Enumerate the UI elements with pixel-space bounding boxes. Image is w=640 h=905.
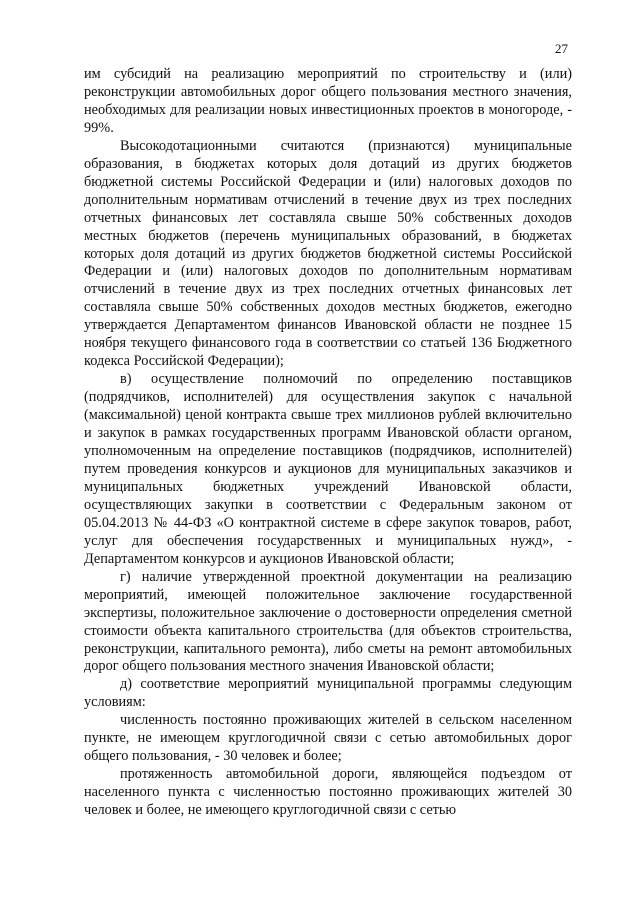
page-number: 27 <box>555 41 568 56</box>
paragraph-road-length-condition: протяженность автомобильной дороги, являющейся подъездом от населенного пункта с численностью постоянно проживающих жителей 30 человек и более, не имеющего круглогодичной связи с сетью <box>84 766 572 819</box>
document-body <box>84 66 572 820</box>
paragraph-high-subsidy-definition: Высокодотационными считаются (признаются) муниципальные образования, в бюджетах которых доля дотаций из других бюджетов бюджетной системы Российской Федерации и (или) налоговых доходов по дополнительным нормативам отчислений в течение двух из трех последних отчетных финансовых лет составляла свыше 50% собственных доходов местных бюджетов (перечень муниципальных образований, в бюджетах которых доля дотаций из других бюджетов бюджетной системы Российской Федерации и (или) налоговых доходов по дополнительным нормативам отчислений в течение двух из трех последних отчетных финансовых лет составляла свыше 50% собственных доходов местных бюджетов, ежегодно утверждается Департаментом финансов Ивановской области не позднее 15 ноября текущего финансового года в соответствии со статьей 136 Бюджетного кодекса Российской Федерации); <box>84 137 572 370</box>
paragraph-item-g: г) наличие утвержденной проектной документации на реализацию мероприятий, имеющей положительное заключение государственной экспертизы, положительное заключение о достоверности определения сметной стоимости объекта капитального строительства (для объектов строительства, реконструкции, капитального ремонта), либо сметы на ремонт автомобильных дорог общего пользования местного значения Ивановской области; <box>84 568 572 675</box>
paragraph-continuation: им субсидий на реализацию мероприятий по строительству и (или) реконструкции автомобильных дорог общего пользования местного значения, необходимых для реализации новых инвестиционных проектов в моногороде, - 99%. <box>84 66 572 136</box>
paragraph-item-d: д) соответствие мероприятий муниципальной программы следующим условиям: <box>84 676 572 711</box>
paragraph-item-v: в) осуществление полномочий по определению поставщиков (подрядчиков, исполнителей) для осуществления закупок с начальной (максимальной) ценой контракта свыше трех миллионов рублей включительно и закупок в рамках государственных программ Ивановской области органом, уполномоченным на определение поставщиков (подрядчиков, исполнителей) путем проведения конкурсов и аукционов для муниципальных заказчиков и муниципальных бюджетных учреждений Ивановской области, осуществляющих закупки в соответствии с Федеральным законом от 05.04.2013 № 44-ФЗ «О контрактной системе в сфере закупок товаров, работ, услуг для обеспечения государственных и муниципальных нужд», - Департаментом конкурсов и аукционов Ивановской области; <box>84 371 572 567</box>
paragraph-population-condition: численность постоянно проживающих жителей в сельском населенном пункте, не имеющем круглогодичной связи с сетью автомобильных дорог общего пользования, - 30 человек и более; <box>84 712 572 765</box>
